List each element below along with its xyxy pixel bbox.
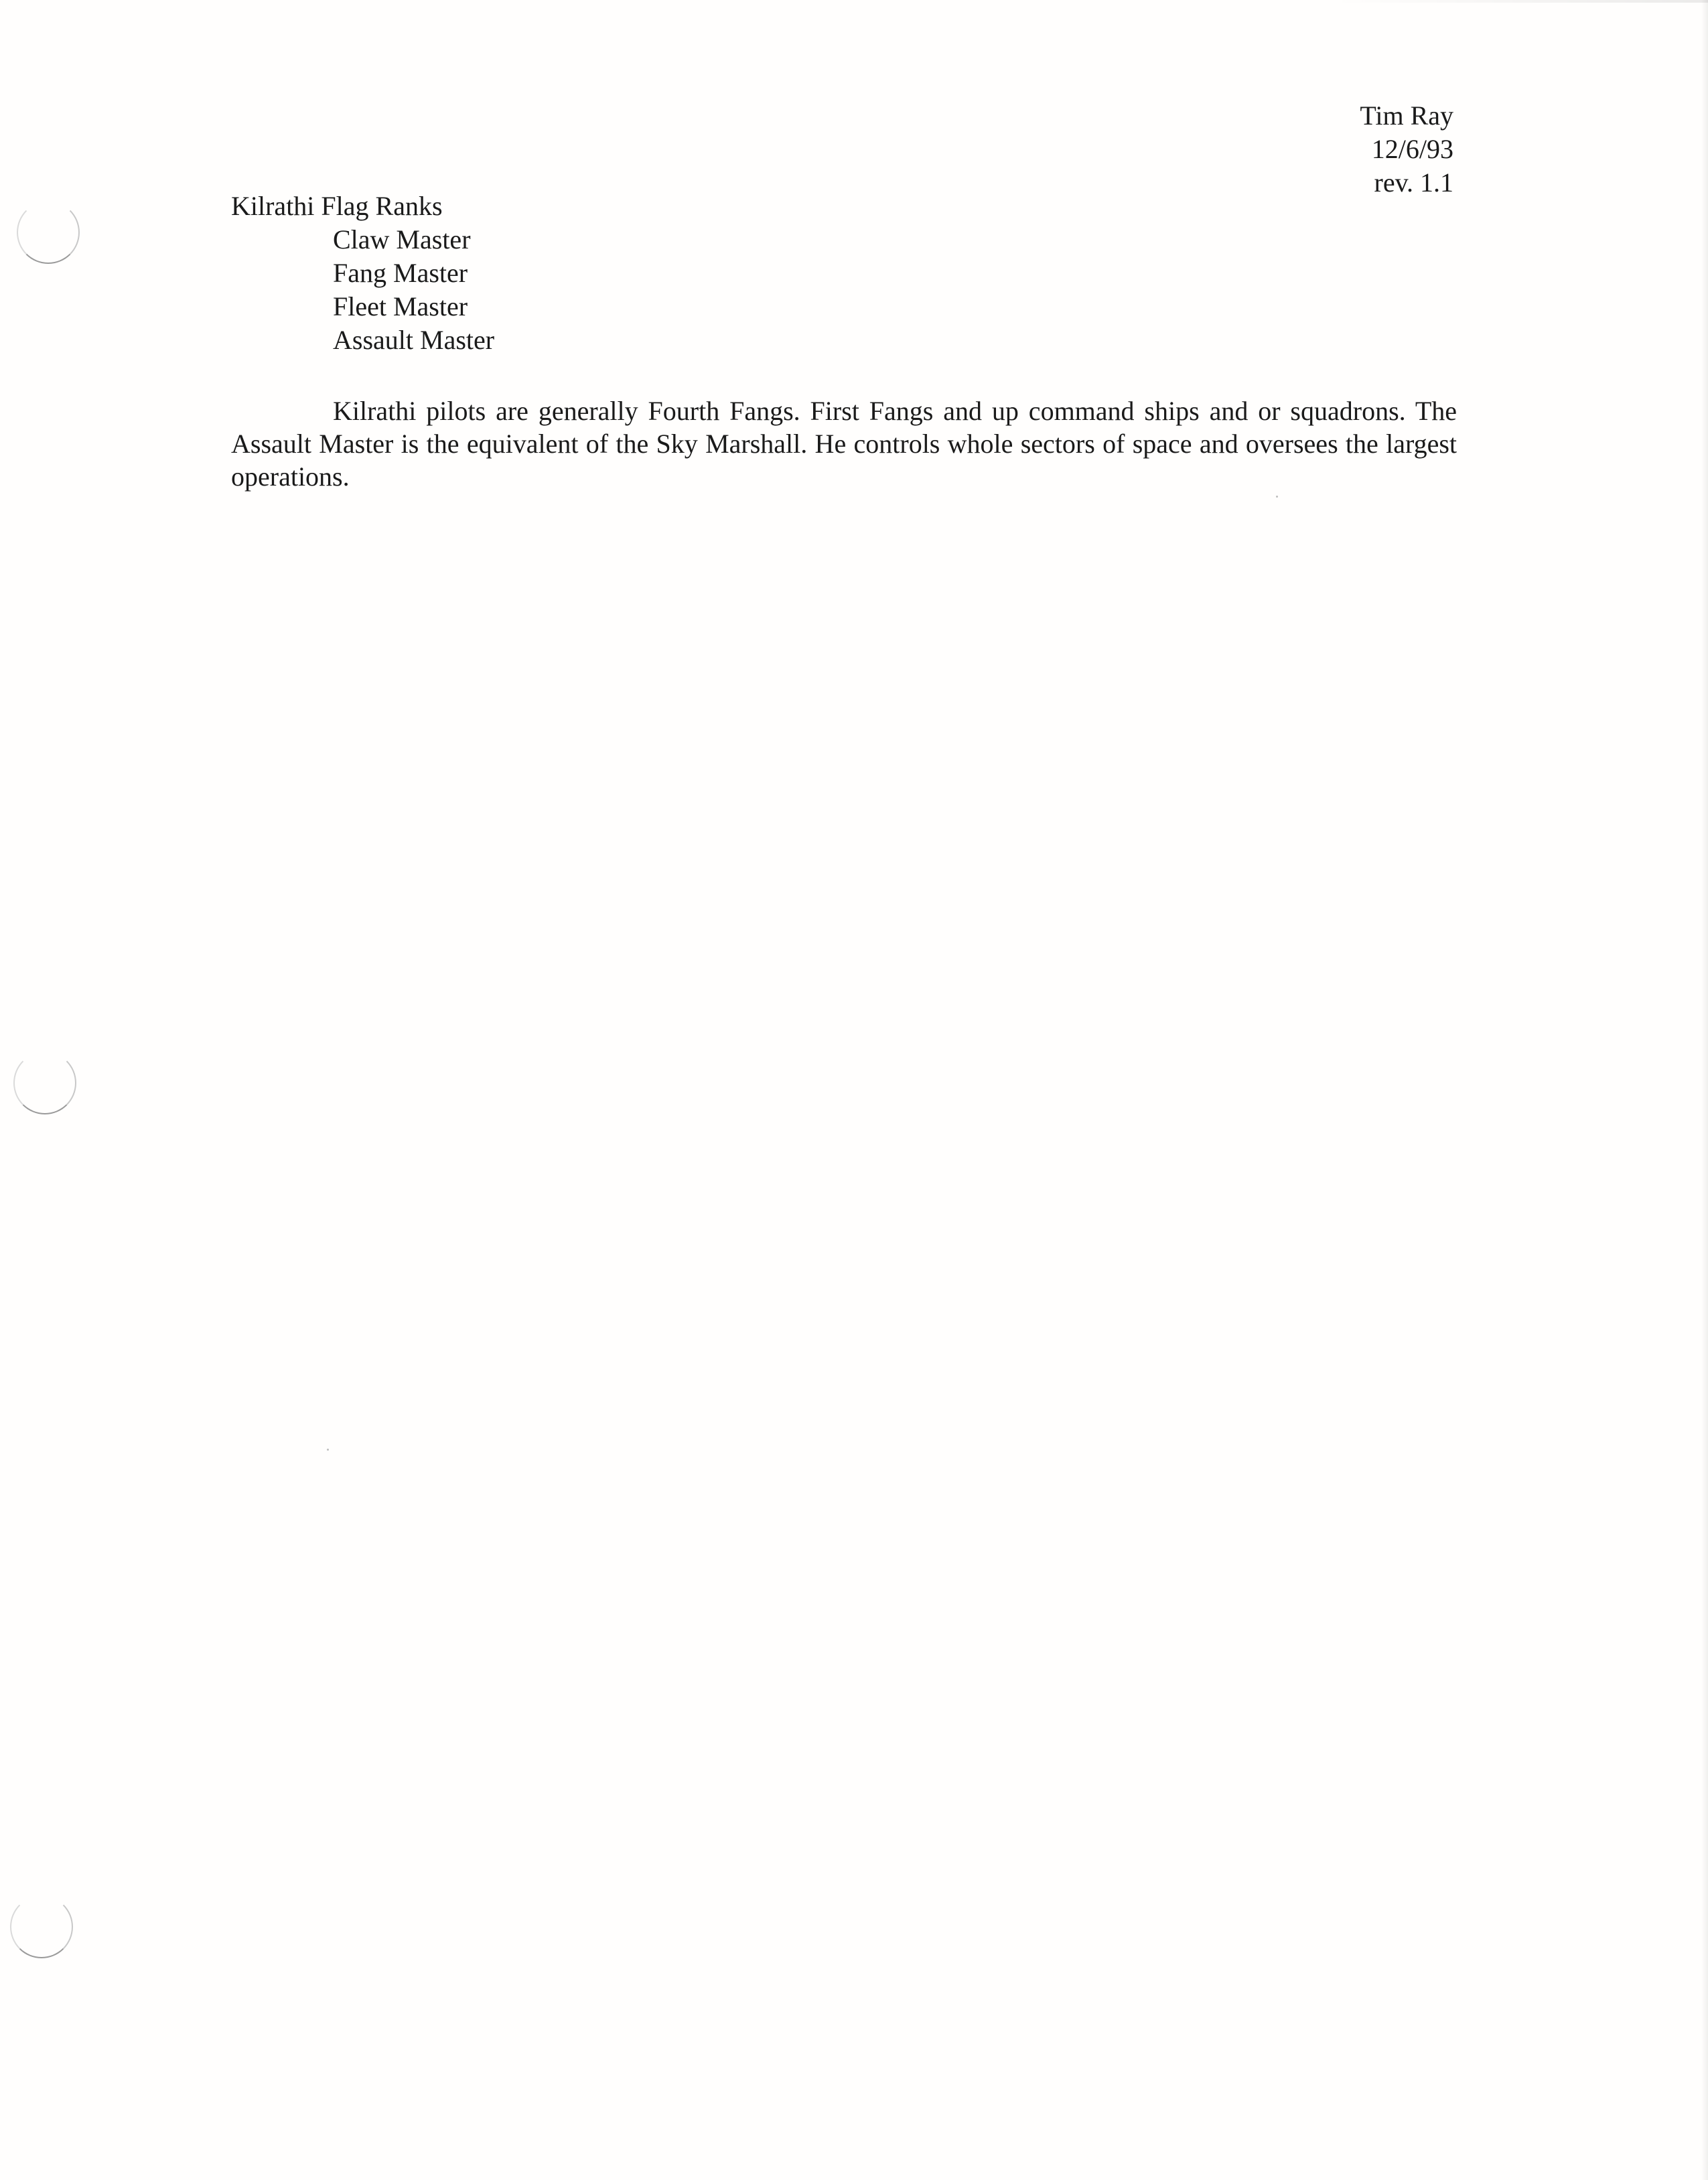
scan-speck xyxy=(1276,496,1278,498)
scan-speck xyxy=(327,1449,329,1451)
rank-list xyxy=(333,223,494,357)
rank-item: Claw Master xyxy=(333,224,471,255)
page-top-edge-shadow xyxy=(1333,0,1708,3)
document-date: 12/6/93 xyxy=(1371,134,1453,164)
rank-item: Fleet Master xyxy=(333,291,468,321)
document-title: Kilrathi Flag Ranks xyxy=(231,191,443,221)
document-revision: rev. 1.1 xyxy=(1374,167,1453,198)
rank-item: Assault Master xyxy=(333,325,495,355)
author-name: Tim Ray xyxy=(1360,100,1453,131)
page-right-edge-shadow xyxy=(1701,0,1708,2180)
document-header xyxy=(1360,99,1453,200)
binder-hole-mark-bottom xyxy=(10,1895,73,1958)
binder-hole-mark-middle xyxy=(13,1051,76,1114)
binder-hole-mark-top xyxy=(17,201,80,264)
rank-item: Fang Master xyxy=(333,258,468,288)
body-paragraph: Kilrathi pilots are generally Fourth Fangs. First Fangs and up command ships and or squadrons. The Assault Master is the equivalent of the Sky Marshall. He controls whole sectors of space and oversees the largest operations. xyxy=(231,396,1457,492)
